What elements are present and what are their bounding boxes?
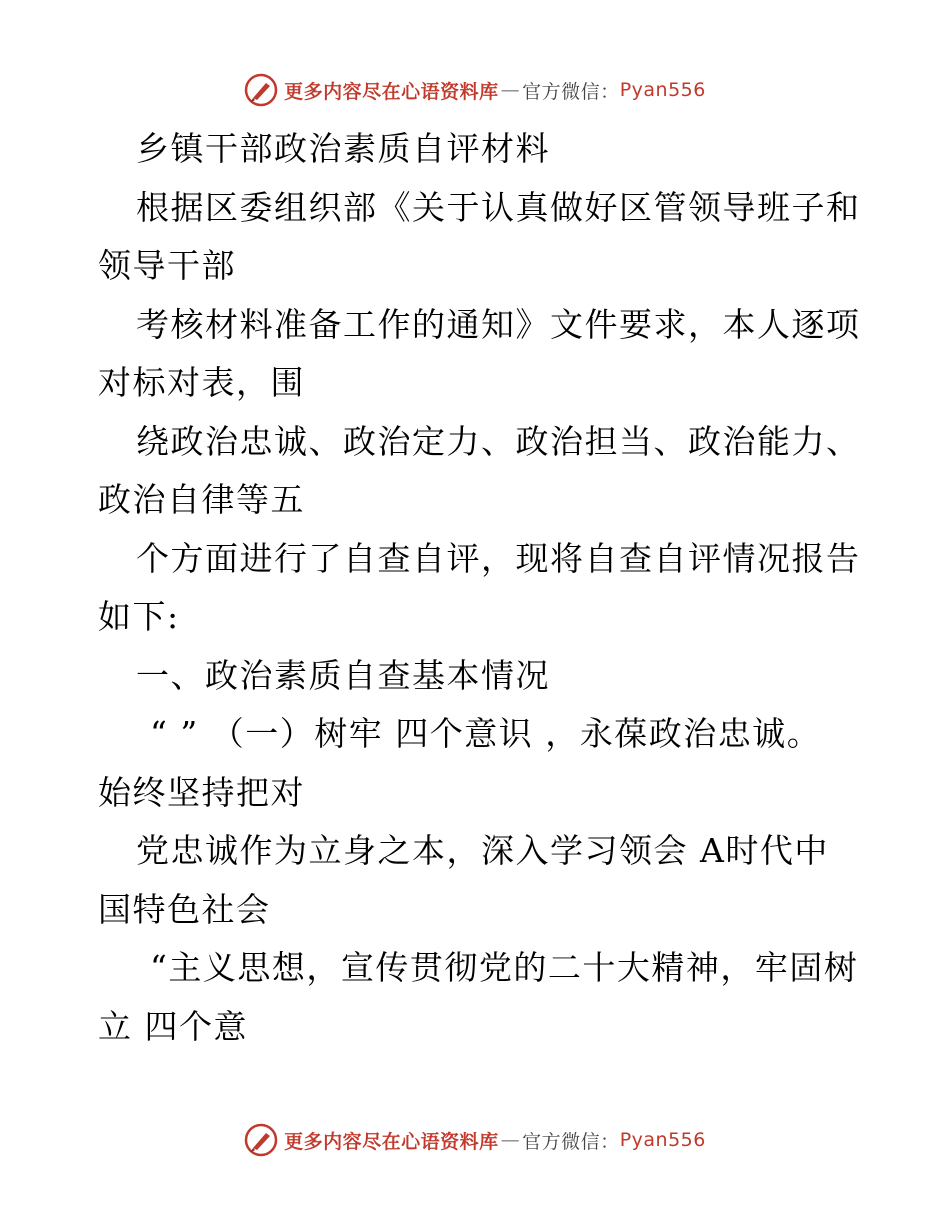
watermark-separator: — <box>500 79 521 101</box>
pen-logo-icon <box>244 1123 278 1157</box>
watermark-contact-label: 官方微信： <box>522 1130 620 1153</box>
paragraph-line: 考核材料准备工作的通知》文件要求，本人逐项 <box>136 304 861 344</box>
footer-watermark <box>0 1120 950 1160</box>
paragraph-line: 根据区委组织部《关于认真做好区管领导班子和 <box>136 187 861 227</box>
paragraph-line: 党忠诚作为立身之本，深入学习领会 A时代中 <box>136 831 829 870</box>
header-watermark <box>0 70 950 110</box>
paragraph-line: 领导干部 <box>98 246 236 285</box>
watermark-brand: 更多内容尽在心语资料库 <box>284 80 499 103</box>
paragraph-line: 国特色社会 <box>98 889 271 929</box>
pen-logo-icon <box>244 73 278 107</box>
document-title: 乡镇干部政治素质自评材料 <box>136 129 550 168</box>
section-heading: 一、政治素质自查基本情况 <box>136 655 550 695</box>
paragraph-line: 始终坚持把对 <box>98 772 305 812</box>
paragraph-line: 个方面进行了自查自评，现将自查自评情况报告 <box>136 538 861 578</box>
paragraph-line: 如下: <box>98 597 180 636</box>
paragraph-line: 对标对表，围 <box>98 363 305 402</box>
document-body <box>98 120 868 1056</box>
paragraph-line: 政治自律等五 <box>98 480 305 519</box>
watermark-contact-id: Pyan556 <box>619 79 706 101</box>
paragraph-line: “主义思想，宣传贯彻党的二十大精神，牢固树 <box>150 948 859 987</box>
paragraph-line: 绕政治忠诚、政治定力、政治担当、政治能力、 <box>136 421 861 461</box>
paragraph-line: 立 四个意 <box>98 1006 248 1046</box>
watermark-brand: 更多内容尽在心语资料库 <box>284 1130 499 1153</box>
watermark-contact-id: Pyan556 <box>619 1129 706 1151</box>
watermark-separator: — <box>500 1129 521 1151</box>
subsection-heading: “ ” （一）树牢 四个意识 ，永葆政治忠诚。 <box>150 714 822 753</box>
watermark-contact-label: 官方微信： <box>522 80 620 103</box>
